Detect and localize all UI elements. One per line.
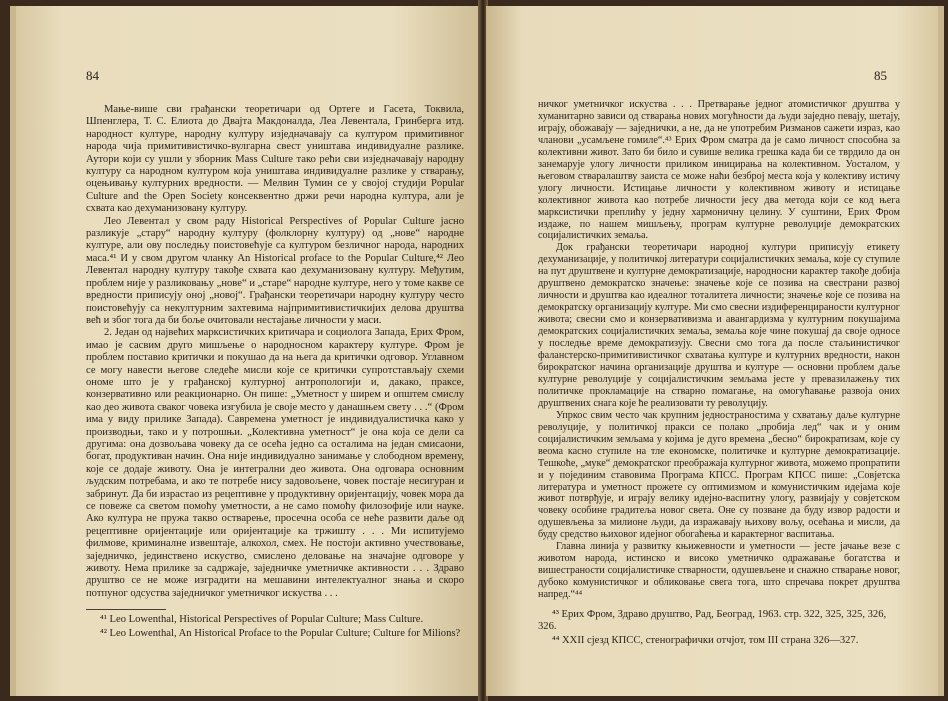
paragraph: 2. Један од највећих марксистичких критичара и социолога Запада, Ерих Фром, имао је сасвим друго мишљење о народносном карактеру културе. Фром је проблем поставио критички и покушао да на њега да критички одговор. Углавном се могу навести његове следеће мисли које се критички супротстављају схеми ономе што је у грађанској културној антропологији и, дакако, праксе, конзервативно или реакционарно. Он пише: „Уметност у ширем и општем смислу као део живота сваког човека изгубила је своје место у данашњем свету . . .“ (Фром има у виду прилике Запада). Савремена уметност је индивидуалистичка како у производњи, тако и у потрошњи. „Колективна уметност“ је она која се дели са другима: она дозвољава човеку да се осећа једно са осталима на један смисаони, богат, продуктиван начин. Она није индивидуално занимање у слободном времену, које се додаје животу. Она је интегрални део живота. Она одговара основним људским потребама, и ако те потребе нису задовољене, човек постаје несигуран и забринут. Да би израстао из рецептивне у продуктивну оријентацију, човек мора да се повеже са светом помоћу уметности, а не само помоћу филозофије или науке. Ако култура не пружа такво остварење, просечна особа се неће развити даље од рецептивне оријентације или оријентације ка тржишту . . . Ми испитујемо филмове, криминалне извештаје, алкохол, смех. Не постоји активно учествовање, заједничко, јединствено искуство, смислено деловање на значајне одговоре у животу. Нема прилике за садржаје, заједничке уметничке активности . . . Здраво друштво се не може изградити на мешавини интелектуалног знања и скоро потпуног одсуства заједничког уметничког искуства . . . — [86, 327, 464, 599]
page-number: 84 — [86, 68, 99, 83]
paragraph: Мање-више сви грађански теоретичари од Ортеге и Гасета, Токвила, Шпенглера, Т. С. Елиота до Двајта Макдоналда, Леа Левентала, Гринберга итд. народност културе, народну културу изједначавају са културом примитивног народа чија примитивистичко-вулгарна свест уништава индивидуалне разлике. Аутори који су ушли у зборник Mass Culture тако рећи сви изједначавају народну културу са народном културом која уништава индивидуалне разлике у стварању, оцењивању културних вредности. — Мелвин Тумин се у својој студији Popular Culture and the Open Society консеквентно држи речи народна култура, али је схвата као дехуманизовану културу. — [86, 104, 464, 215]
footnote: ⁴¹ Leo Lowenthal, Historical Perspectives of Popular Culture; Mass Culture. — [100, 614, 424, 625]
footnotes — [538, 609, 900, 649]
paragraph: Упркос свим често чак крупним једностраностима у схватању даље културне револуције, у политичкој пракси се полако „пробија лед“ чак и у оним социјалистичким земљама у којима је дуго времена „бесно“ бирократизам, које су веома касно ступиле на тле економске, политичке и културне демократизације. Тешкоће, „муке“ демократског преображаја културног живота, можемо пропратити и у појединим ставовима Програма КПСС. Програм КПСС пише: „Совјетска литература и уметност прожете су оптимизмом и комунистичким идејама које живот потврђује, и играју велику идејно-васпитну улогу, развијају у совјетском човеку особине градитеља новог света. Оне су позване да буду извор радости и одушевљења за милионе људи, да изражавају њихову вољу, осећања и мисли, да буду средство њиховог идејног обогаћења и карактерног васпитања. — [538, 409, 900, 541]
footnote: ⁴⁴ XXII сјезд КПСС, стенографички отчјот, том III страна 326—327. — [552, 635, 859, 646]
paragraph: Лео Левентал у свом раду Historical Perspectives of Popular Culture јасно разликује „стару“ народну културу (фолклорну културу) од „нове“ народне културе, али ову последњу поистовећује са културом безличног народа, народних маса.⁴¹ И у свом другом чланку An Historical proface to the Popular Culture,⁴² Лео Левентал народну културу такође схвата као дехуманизовану културу. Међутим, проблем није у разликовању „нове“ и „старе“ народне културе, него у томе какве се вредности приписују оној „новој“. Грађански теоретичари народну културу често поистовећују са некултурним захтевима најпримитивистичкијих делова друштва већ и због тога да би боље очитовали нестајање личности у маси. — [86, 215, 464, 326]
body-text — [538, 99, 900, 601]
footnotes — [86, 609, 464, 642]
paragraph: ничког уметничког искуства . . . Претварање једног атомистичког друштва у хуманитарно зависи од стварања нових могућности да људи заједно певају, шетају, играју, обожавају — заједнички, а не, да не употребим Ризманов сажети израз, као чланови „усамљене гомиле“.⁴³ Ерих Фром сматра да је само личност способна за колективни живот. Зато би било и сувише велика грешка када би се тврдило да он занемарује улогу личности приликом иницирања на колективном. Уосталом, у његовом стваралаштву заиста се може наћи безброј места која у колективу истичу улогу личности. Истицање личности у колективном животу и истицање колективног живота као потребе личности јесу два метода који се код њега марксистички преплићу у једну хармоничну целину. У суштини, Ерих Фром издаже, по нашем мишљењу, програм културне револуције демократских социјалистичких земаља. — [538, 99, 900, 242]
footnote: ⁴³ Ерих Фром, Здраво друштво, Рад, Београд, 1963. стр. 322, 325, 325, 326, 326. — [538, 609, 887, 632]
paragraph: Док грађански теоретичари народној култури приписују етикету дехуманизације, у политичкој литератури социјалистичких земаља, које су ступиле на пут друштвене и културне демократизације, народносни карактер такође добија друштвено демократско значење: значење које се позива на свестрани развој личности и друштва као идеалног тоталитета личности; значење које се позива на демократску организацију културе. Ми смо свесни издиференцираности културног живота; свесни смо и конзервативизма и авангардизма у културним покушајима демократских социјалистичких земаља, земаља које чине покушај да своје односе у последње време демократизују. Свесни смо тога да после стаљинистичког фаланстерско-примитивистичког схватања културе и културних вредности, након бирократског начина организације друштва и културе — основни проблем даље културне револуције у социјалистичким земљама јесте у превазилажењу тих политичке прокламације на стварно помагање, на омогућавање развоја оних друштвених снага које ће реализовати ту револуцију. — [538, 242, 900, 409]
footnote-rule — [86, 609, 166, 610]
footnote: ⁴² Leo Lowenthal, An Historical Proface to the Popular Culture; Culture for Milions? — [100, 628, 461, 639]
right-page — [486, 6, 944, 696]
paragraph: Главна линија у развитку књижевности и уметности — јесте јачање везе с животом народа, истинско и високо уметничко одражавање богатства и вишестраности социјалистичке стварности, одушевљене и снажно стварање новог, дубоко комунистичког и обликовање свега тога, што спречава покрет друштва напред.“⁴⁴ — [538, 541, 900, 601]
page-number: 85 — [874, 68, 887, 83]
left-page — [10, 6, 486, 696]
body-text — [86, 104, 464, 600]
